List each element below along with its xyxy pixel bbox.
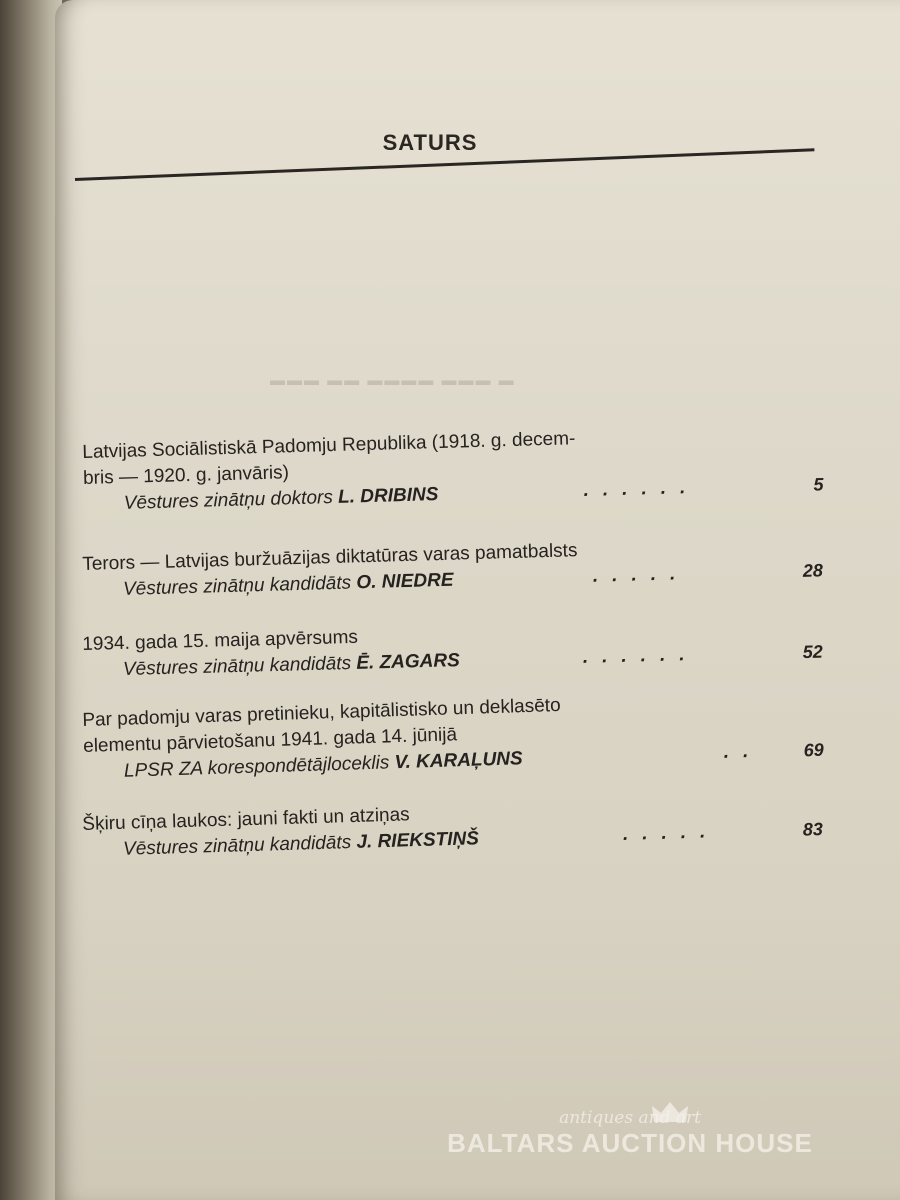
author-title: Vēstures zinātņu doktors	[123, 487, 334, 514]
page-number: 69	[803, 739, 824, 761]
auction-watermark	[420, 1108, 840, 1159]
author-name: L. DRIBINS	[337, 484, 439, 508]
entry-title-line: bris — 1920. g. janvāris)	[82, 462, 290, 489]
leader-dots: ..	[723, 740, 763, 763]
entry-title-line: Latvijas Sociālistiskā Padomju Republika (1918. g. decem-	[82, 428, 576, 463]
page-number: 52	[802, 641, 824, 663]
leader-dots: ......	[582, 643, 699, 668]
book-spine	[0, 0, 62, 1200]
author-title: Vēstures zinātņu kandidāts	[122, 832, 352, 860]
leader-dots: .....	[622, 821, 720, 845]
show-through-text: ▬▬▬ ▬▬ ▬▬▬▬ ▬▬▬ ▬	[270, 372, 516, 389]
entry-title-line: Šķiru cīņa laukos: jauni fakti un atziņas	[82, 804, 410, 835]
entry-title-line: Par padomju varas pretinieku, kapitālistisko un deklasēto	[82, 694, 561, 731]
leader-dots: ......	[583, 476, 700, 502]
author-title: Vēstures zinātņu kandidāts	[122, 572, 352, 600]
page-number: 83	[802, 819, 824, 840]
author-name: J. RIEKSTIŅŠ	[356, 828, 480, 853]
entry-title-line: 1934. gada 15. maija apvērsums	[82, 626, 359, 655]
leader-dots: .....	[592, 563, 690, 587]
watermark-tagline: antiques and art	[559, 1108, 701, 1128]
entry-title-line: elementu pārvietošanu 1941. gada 14. jūnijā	[82, 724, 458, 757]
page-title: SATURS	[382, 130, 478, 155]
author-name: O. NIEDRE	[356, 569, 454, 594]
author-title: Vēstures zinātņu kandidāts	[122, 652, 352, 680]
page-number: 28	[802, 560, 824, 581]
author-name: Ē. ZAGARS	[356, 650, 461, 674]
author-name: V. KARAĻUNS	[394, 748, 523, 774]
watermark-brand: BALTARS AUCTION HOUSE	[447, 1128, 813, 1158]
entry-title-line: Terors — Latvijas buržuāzijas diktatūras varas pamatbalsts	[82, 540, 578, 575]
author-title: LPSR ZA korespondētājloceklis	[123, 752, 390, 782]
page-number: 5	[813, 474, 824, 495]
